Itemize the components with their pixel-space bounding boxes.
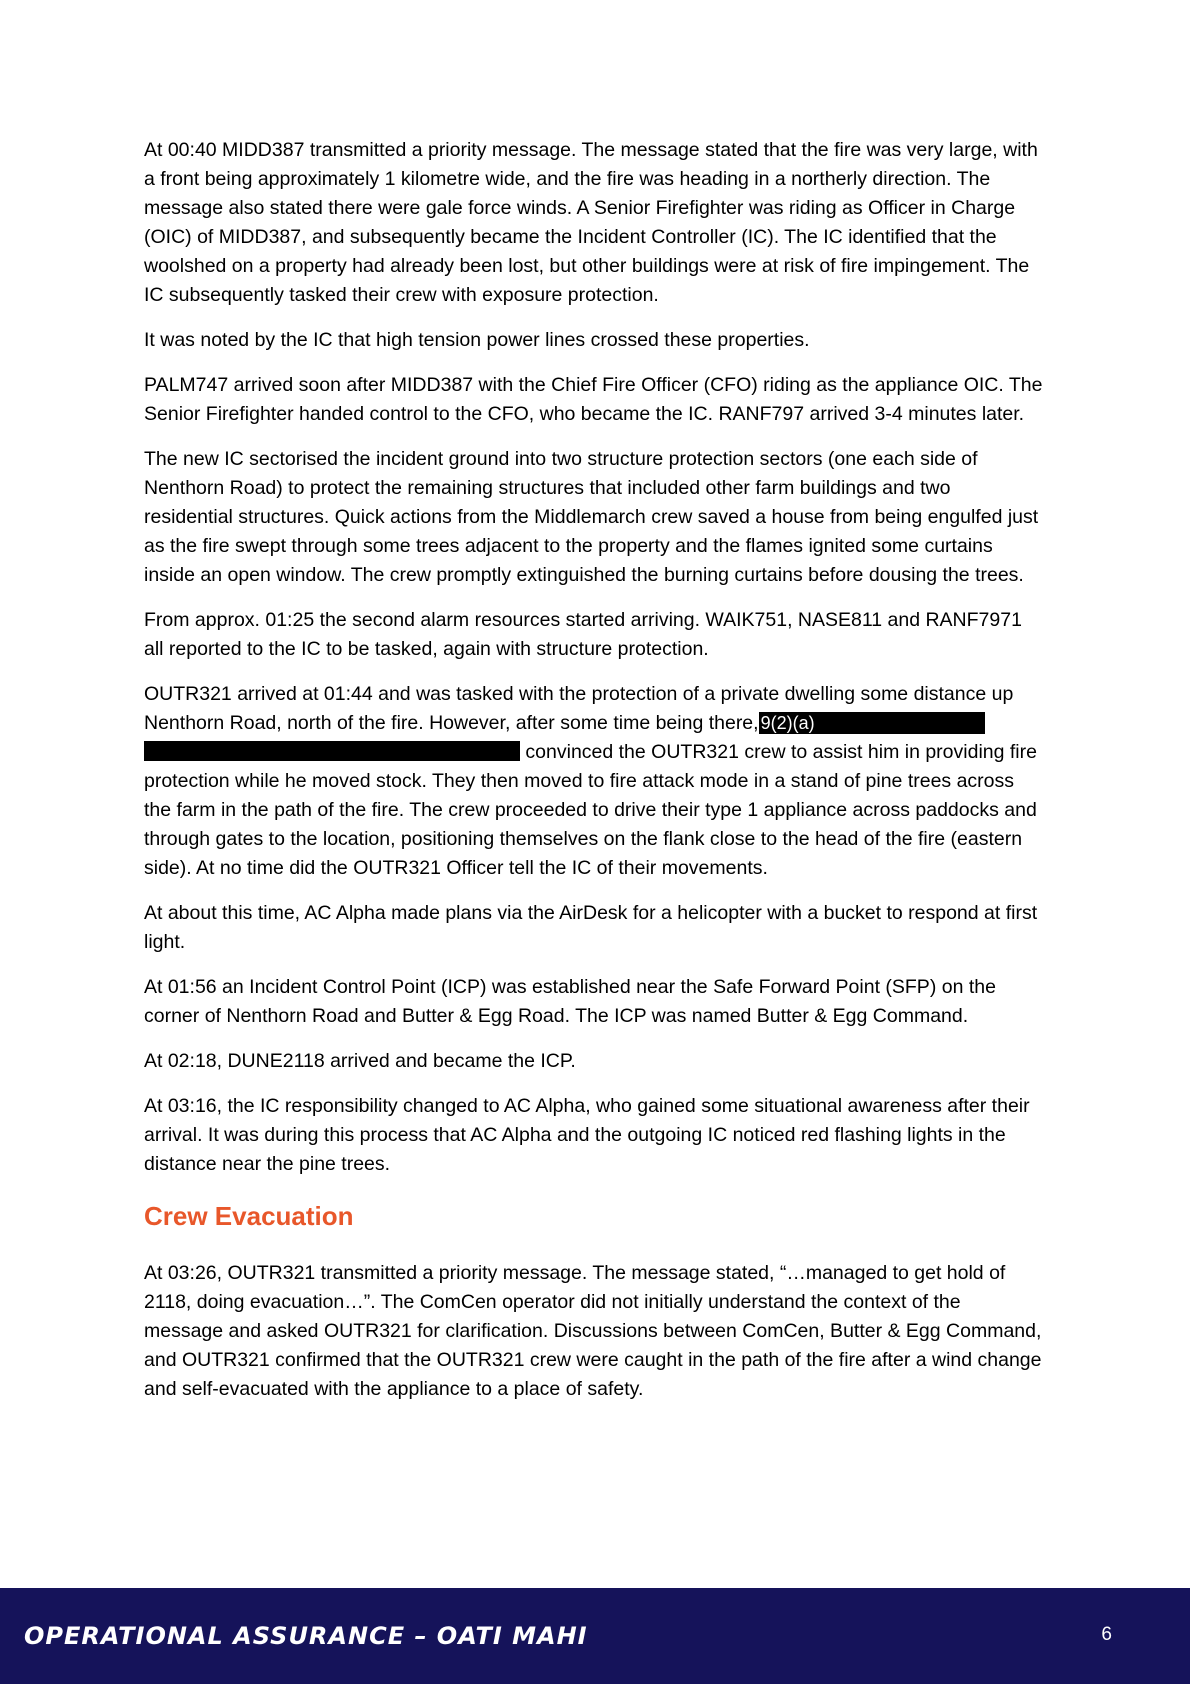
redaction-label: 9(2)(a) <box>759 712 985 734</box>
paragraph: The new IC sectorised the incident ground into two structure protection sectors (one each side of Nenthorn Road) to protect the remaining structures that included other farm buildings and two residential structures. Quick actions from the Middlemarch crew saved a house from being engulfed just as the fire swept through some trees adjacent to the property and the flames ignited some curtains inside an open window. The crew promptly extinguished the burning curtains before dousing the trees. <box>144 448 1039 586</box>
document-body <box>144 136 1044 1420</box>
paragraph-text: OUTR321 arrived at 01:44 and was tasked with the protection of a private dwelling some distance up Nenthorn Road, north of the fire. However, after some time being there, <box>144 683 1014 734</box>
paragraph: At 02:18, DUNE2118 arrived and became the ICP. <box>144 1050 576 1072</box>
footer-bar <box>0 1588 1190 1684</box>
section-heading: Crew Evacuation <box>144 1201 354 1231</box>
paragraph: At 03:26, OUTR321 transmitted a priority message. The message stated, “…managed to get hold of 2118, doing evacuation…”. The ComCen operator did not initially understand the context of the message and asked OUTR321 for clarification. Discussions between ComCen, Butter & Egg Command, and OUTR321 confirmed that the OUTR321 crew were caught in the path of the fire after a wind change and self-evacuated with the appliance to a place of safety. <box>144 1262 1042 1400</box>
paragraph: From approx. 01:25 the second alarm resources started arriving. WAIK751, NASE811 and RANF7971 all reported to the IC to be tasked, again with structure protection. <box>144 609 1022 660</box>
redaction-block <box>144 741 520 761</box>
paragraph-redacted <box>144 680 1044 883</box>
paragraph: It was noted by the IC that high tension power lines crossed these properties. <box>144 329 810 351</box>
paragraph: At 03:16, the IC responsibility changed to AC Alpha, who gained some situational awareness after their arrival. It was during this process that AC Alpha and the outgoing IC noticed red flashing lights in the distance near the pine trees. <box>144 1095 1030 1175</box>
footer-title: OPERATIONAL ASSURANCE – OATI MAHI <box>24 1622 588 1650</box>
paragraph: At about this time, AC Alpha made plans via the AirDesk for a helicopter with a bucket to respond at first light. <box>144 902 1038 953</box>
paragraph-text: convinced the OUTR321 crew to assist him in providing fire protection while he moved stock. They then moved to fire attack mode in a stand of pine trees across the farm in the path of the fire. The crew proceeded to drive their type 1 appliance across paddocks and through gates to the location, positioning themselves on the flank close to the head of the fire (eastern side). At no time did the OUTR321 Officer tell the IC of their movements. <box>144 741 1037 879</box>
paragraph: At 00:40 MIDD387 transmitted a priority message. The message stated that the fire was very large, with a front being approximately 1 kilometre wide, and the fire was heading in a northerly direction. The message also stated there were gale force winds. A Senior Firefighter was riding as Officer in Charge (OIC) of MIDD387, and subsequently became the Incident Controller (IC). The IC identified that the woolshed on a property had already been lost, but other buildings were at risk of fire impingement. The IC subsequently tasked their crew with exposure protection. <box>144 139 1038 306</box>
paragraph: At 01:56 an Incident Control Point (ICP) was established near the Safe Forward Point (SFP) on the corner of Nenthorn Road and Butter & Egg Road. The ICP was named Butter & Egg Command. <box>144 976 996 1027</box>
paragraph: PALM747 arrived soon after MIDD387 with the Chief Fire Officer (CFO) riding as the appliance OIC. The Senior Firefighter handed control to the CFO, who became the IC. RANF797 arrived 3-4 minutes later. <box>144 374 1043 425</box>
page-number: 6 <box>1101 1624 1112 1645</box>
